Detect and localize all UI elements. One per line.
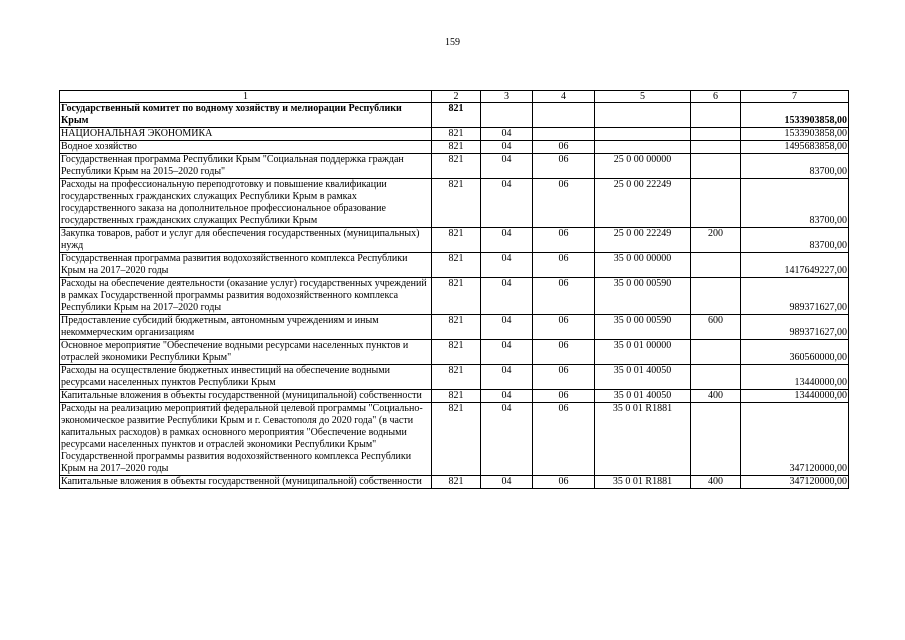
amount-cell: 83700,00 [741,228,849,253]
item-name-cell: Расходы на профессиональную переподготовку и повышение квалификации государственных гражданских служащих Республики Крым в рамках государственного заказа на дополнительное профессиональное образование государственных гражданских служащих Республики Крым [60,179,432,228]
target-article-cell: 25 0 00 22249 [595,228,691,253]
subsection-code-cell: 06 [533,253,595,278]
item-name-cell: Закупка товаров, работ и услуг для обеспечения государственных (муниципальных) нужд [60,228,432,253]
item-name-cell: Государственная программа развития водохозяйственного комплекса Республики Крым на 2017–2020 годы [60,253,432,278]
subsection-code-cell: 06 [533,390,595,403]
section-code-cell: 04 [481,476,533,489]
table-row [60,103,849,128]
section-code-cell: 04 [481,340,533,365]
target-article-cell: 35 0 01 R1881 [595,476,691,489]
amount-cell: 13440000,00 [741,390,849,403]
expense-type-cell: 400 [691,476,741,489]
expense-type-cell: 200 [691,228,741,253]
item-name-cell: Водное хозяйство [60,141,432,154]
subsection-code-cell: 06 [533,403,595,476]
amount-cell: 1533903858,00 [741,128,849,141]
subsection-code-cell: 06 [533,340,595,365]
amount-cell: 1533903858,00 [741,103,849,128]
ministry-code-cell: 821 [432,128,481,141]
section-code-cell: 04 [481,141,533,154]
amount-cell: 83700,00 [741,154,849,179]
table-row [60,154,849,179]
target-article-cell [595,141,691,154]
target-article-cell: 35 0 00 00590 [595,315,691,340]
subsection-code-cell [533,103,595,128]
header-cell: 5 [595,91,691,103]
table-row [60,365,849,390]
target-article-cell: 35 0 01 00000 [595,340,691,365]
table-row [60,403,849,476]
ministry-code-cell: 821 [432,179,481,228]
expense-type-cell: 600 [691,315,741,340]
table-row [60,390,849,403]
ministry-code-cell: 821 [432,403,481,476]
section-code-cell: 04 [481,253,533,278]
subsection-code-cell: 06 [533,315,595,340]
expense-type-cell [691,278,741,315]
ministry-code-cell: 821 [432,315,481,340]
amount-cell: 83700,00 [741,179,849,228]
expense-type-cell [691,141,741,154]
expense-type-cell [691,128,741,141]
section-code-cell: 04 [481,390,533,403]
amount-cell: 989371627,00 [741,278,849,315]
subsection-code-cell: 06 [533,179,595,228]
target-article-cell: 35 0 01 R1881 [595,403,691,476]
expense-type-cell [691,403,741,476]
target-article-cell: 35 0 01 40050 [595,390,691,403]
table-row [60,476,849,489]
amount-cell: 360560000,00 [741,340,849,365]
section-code-cell: 04 [481,179,533,228]
amount-cell: 1417649227,00 [741,253,849,278]
header-cell: 3 [481,91,533,103]
subsection-code-cell: 06 [533,278,595,315]
header-cell: 2 [432,91,481,103]
header-cell: 7 [741,91,849,103]
table-row [60,128,849,141]
header-cell: 4 [533,91,595,103]
item-name-cell: Расходы на реализацию мероприятий федеральной целевой программы "Социально-экономическое развитие Республики Крым и г. Севастополя до 2020 года" (в части капитальных расходов) в рамках основного мероприятия "Обеспечение водными ресурсами населенных пунктов и отраслей экономики Республики Крым" Государственной программы развития водохозяйственного комплекса Республики Крым на 2017–2020 годы [60,403,432,476]
table-header-row [60,91,849,103]
section-code-cell: 04 [481,154,533,179]
target-article-cell [595,128,691,141]
section-code-cell: 04 [481,403,533,476]
header-cell: 1 [60,91,432,103]
item-name-cell: Расходы на осуществление бюджетных инвестиций на обеспечение водными ресурсами населенных пунктов Республики Крым [60,365,432,390]
item-name-cell: Капитальные вложения в объекты государственной (муниципальной) собственности [60,476,432,489]
target-article-cell: 25 0 00 22249 [595,179,691,228]
subsection-code-cell: 06 [533,154,595,179]
ministry-code-cell: 821 [432,141,481,154]
item-name-cell: Предоставление субсидий бюджетным, автономным учреждениям и иным некоммерческим организациям [60,315,432,340]
ministry-code-cell: 821 [432,103,481,128]
ministry-code-cell: 821 [432,253,481,278]
table-row [60,278,849,315]
target-article-cell: 35 0 00 00590 [595,278,691,315]
item-name-cell: Основное мероприятие "Обеспечение водными ресурсами населенных пунктов и отраслей экономики Республики Крым" [60,340,432,365]
item-name-cell: Государственный комитет по водному хозяйству и мелиорации Республики Крым [60,103,432,128]
subsection-code-cell: 06 [533,365,595,390]
ministry-code-cell: 821 [432,228,481,253]
table-row [60,141,849,154]
subsection-code-cell: 06 [533,141,595,154]
subsection-code-cell [533,128,595,141]
subsection-code-cell: 06 [533,476,595,489]
amount-cell: 1495683858,00 [741,141,849,154]
expense-type-cell [691,179,741,228]
section-code-cell: 04 [481,228,533,253]
ministry-code-cell: 821 [432,154,481,179]
expense-type-cell [691,365,741,390]
ministry-code-cell: 821 [432,390,481,403]
amount-cell: 989371627,00 [741,315,849,340]
amount-cell: 347120000,00 [741,403,849,476]
section-code-cell: 04 [481,128,533,141]
section-code-cell: 04 [481,315,533,340]
ministry-code-cell: 821 [432,365,481,390]
item-name-cell: Государственная программа Республики Крым "Социальная поддержка граждан Республики Крым на 2015–2020 годы" [60,154,432,179]
item-name-cell: НАЦИОНАЛЬНАЯ ЭКОНОМИКА [60,128,432,141]
item-name-cell: Капитальные вложения в объекты государственной (муниципальной) собственности [60,390,432,403]
amount-cell: 347120000,00 [741,476,849,489]
expense-type-cell [691,253,741,278]
target-article-cell [595,103,691,128]
table-row [60,228,849,253]
table-row [60,179,849,228]
ministry-code-cell: 821 [432,476,481,489]
table-row [60,315,849,340]
ministry-code-cell: 821 [432,278,481,315]
target-article-cell: 25 0 00 00000 [595,154,691,179]
amount-cell: 13440000,00 [741,365,849,390]
budget-table [59,90,849,489]
expense-type-cell [691,340,741,365]
section-code-cell: 04 [481,278,533,315]
target-article-cell: 35 0 01 40050 [595,365,691,390]
expense-type-cell: 400 [691,390,741,403]
target-article-cell: 35 0 00 00000 [595,253,691,278]
section-code-cell [481,103,533,128]
page-number: 159 [445,37,460,48]
ministry-code-cell: 821 [432,340,481,365]
section-code-cell: 04 [481,365,533,390]
header-cell: 6 [691,91,741,103]
expense-type-cell [691,154,741,179]
subsection-code-cell: 06 [533,228,595,253]
expense-type-cell [691,103,741,128]
item-name-cell: Расходы на обеспечение деятельности (оказание услуг) государственных учреждений в рамках Государственной программы развития водохозяйственного комплекса Республики Крым на 2017–2020 годы [60,278,432,315]
table-row [60,253,849,278]
table-row [60,340,849,365]
